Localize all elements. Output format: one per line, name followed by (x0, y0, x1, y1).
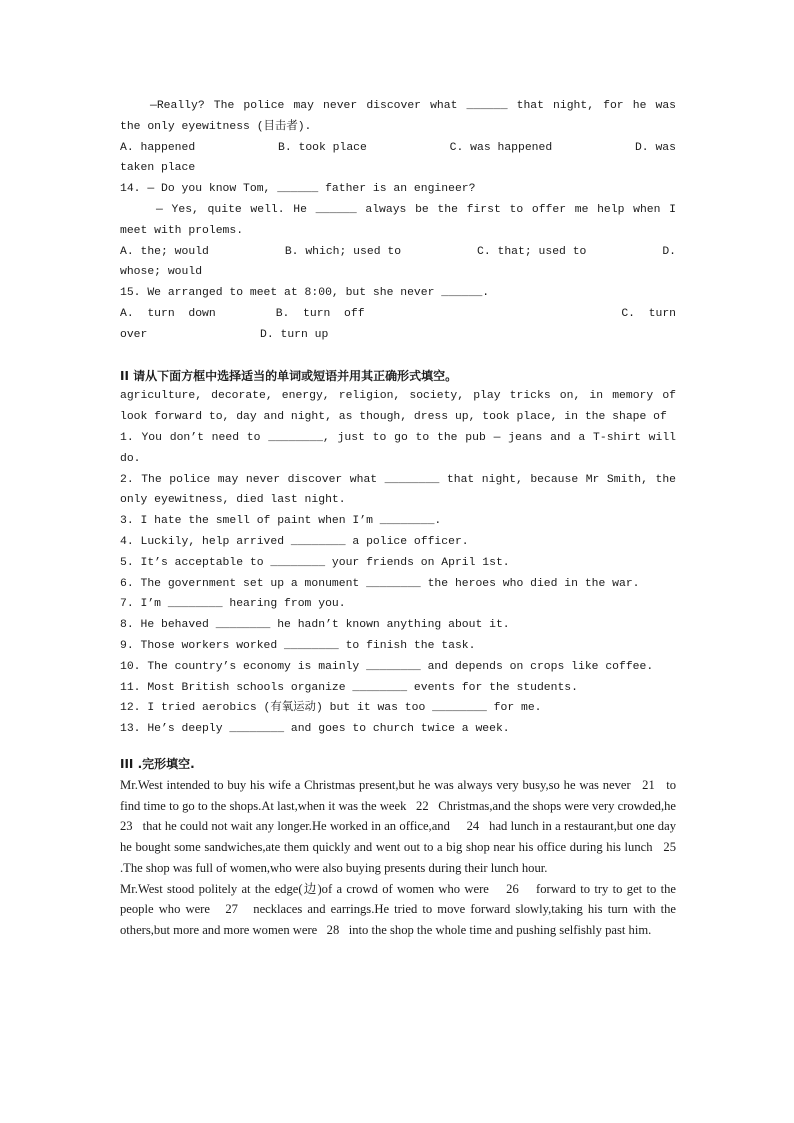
question-13-reply: —Really? The police may never discover what ______ that night, for he was the only eyewitness (目击者). (120, 100, 676, 133)
question-15: 15. We arranged to meet at 8:00, but she never ______. (120, 287, 490, 300)
option-b: B. turn off (275, 307, 365, 320)
option-b: B. which; used to (284, 245, 402, 258)
list-item: 1. You don’t need to ________, just to go to the pub — jeans and a T-shirt will do. (120, 431, 676, 465)
list-item: 13. He’s deeply ________ and goes to church twice a week. (120, 723, 510, 736)
option-a: A. the; would (120, 245, 209, 258)
list-item: 12. I tried aerobics (有氧运动) but it was too ________ for me. (120, 702, 542, 715)
list-item: 8. He behaved ________ he hadn’t known anything about it. (120, 619, 510, 632)
option-b: B. took place (277, 141, 367, 154)
question-14-reply: — Yes, quite well. He ______ always be the first to offer me help when I meet with prolems. (120, 203, 676, 237)
option-a: A. happened (120, 141, 196, 154)
option-d: D. (662, 245, 676, 258)
option-c: C. turn (621, 307, 676, 320)
list-item: 4. Luckily, help arrived ________ a police officer. (120, 535, 469, 548)
option-c: C. was happened (449, 141, 553, 154)
list-item: 7. I’m ________ hearing from you. (120, 598, 346, 611)
list-item: 5. It’s acceptable to ________ your friends on April 1st. (120, 556, 510, 569)
question-14-options-cont: whose; would (120, 266, 203, 279)
list-item: 6. The government set up a monument ________ the heroes who died in the war. (120, 577, 640, 590)
list-item: 9. Those workers worked ________ to finish the task. (120, 639, 476, 652)
option-a: A. turn down (120, 307, 216, 320)
list-item: 11. Most British schools organize ________ events for the students. (120, 681, 578, 694)
option-d: D. was (634, 141, 676, 154)
cloze-paragraph-2: Mr.West stood politely at the edge(边)of a crowd of women who were 26 forward to try to get to the people who were 27 necklaces and earrings.He tried to move forward slowly,taking his turn with the others,but more and more women were 28 into the shop the whole time and pushing selfishly past him. (120, 881, 680, 938)
question-14-options (120, 242, 676, 263)
option-c: C. that; used to (477, 245, 587, 258)
list-item: 3. I hate the smell of paint when I’m ________. (120, 515, 442, 528)
section-2-heading: II 请从下面方框中选择适当的单词或短语并用其正确形式填空。 (120, 368, 458, 383)
question-15-options-cont: over D. turn up (120, 328, 329, 341)
question-14: 14. — Do you know Tom, ______ father is an engineer? (120, 183, 476, 196)
question-13-options (120, 138, 676, 159)
word-bank: agriculture, decorate, energy, religion, society, play tricks on, in memory of look forward to, day and night, as though, dress up, took place, in the shape of (120, 390, 676, 424)
question-13-options-cont: taken place (120, 162, 196, 175)
section-2-items (120, 428, 676, 740)
question-15-options (120, 304, 676, 325)
section-3-heading: III .完形填空. (120, 756, 195, 771)
document-page (120, 96, 686, 941)
cloze-paragraph-1: Mr.West intended to buy his wife a Christmas present,but he was always very busy,so he was never 21 to find time to go to the shops.At last,when it was the week 22 Christmas,and the shops were very crowded,he 23 that he could not wait any longer.He worked in an office,and 24 had lunch in a restaurant,but one day he bought some sandwiches,ate them quickly and went out to a big shop near his office during his lunch 25 .The shop was full of women,who were also buying presents during their lunch hour. (120, 777, 686, 875)
list-item: 2. The police may never discover what ________ that night, because Mr Smith, the only eyewitness, died last night. (120, 473, 676, 507)
list-item: 10. The country’s economy is mainly ________ and depends on crops like coffee. (120, 660, 654, 673)
